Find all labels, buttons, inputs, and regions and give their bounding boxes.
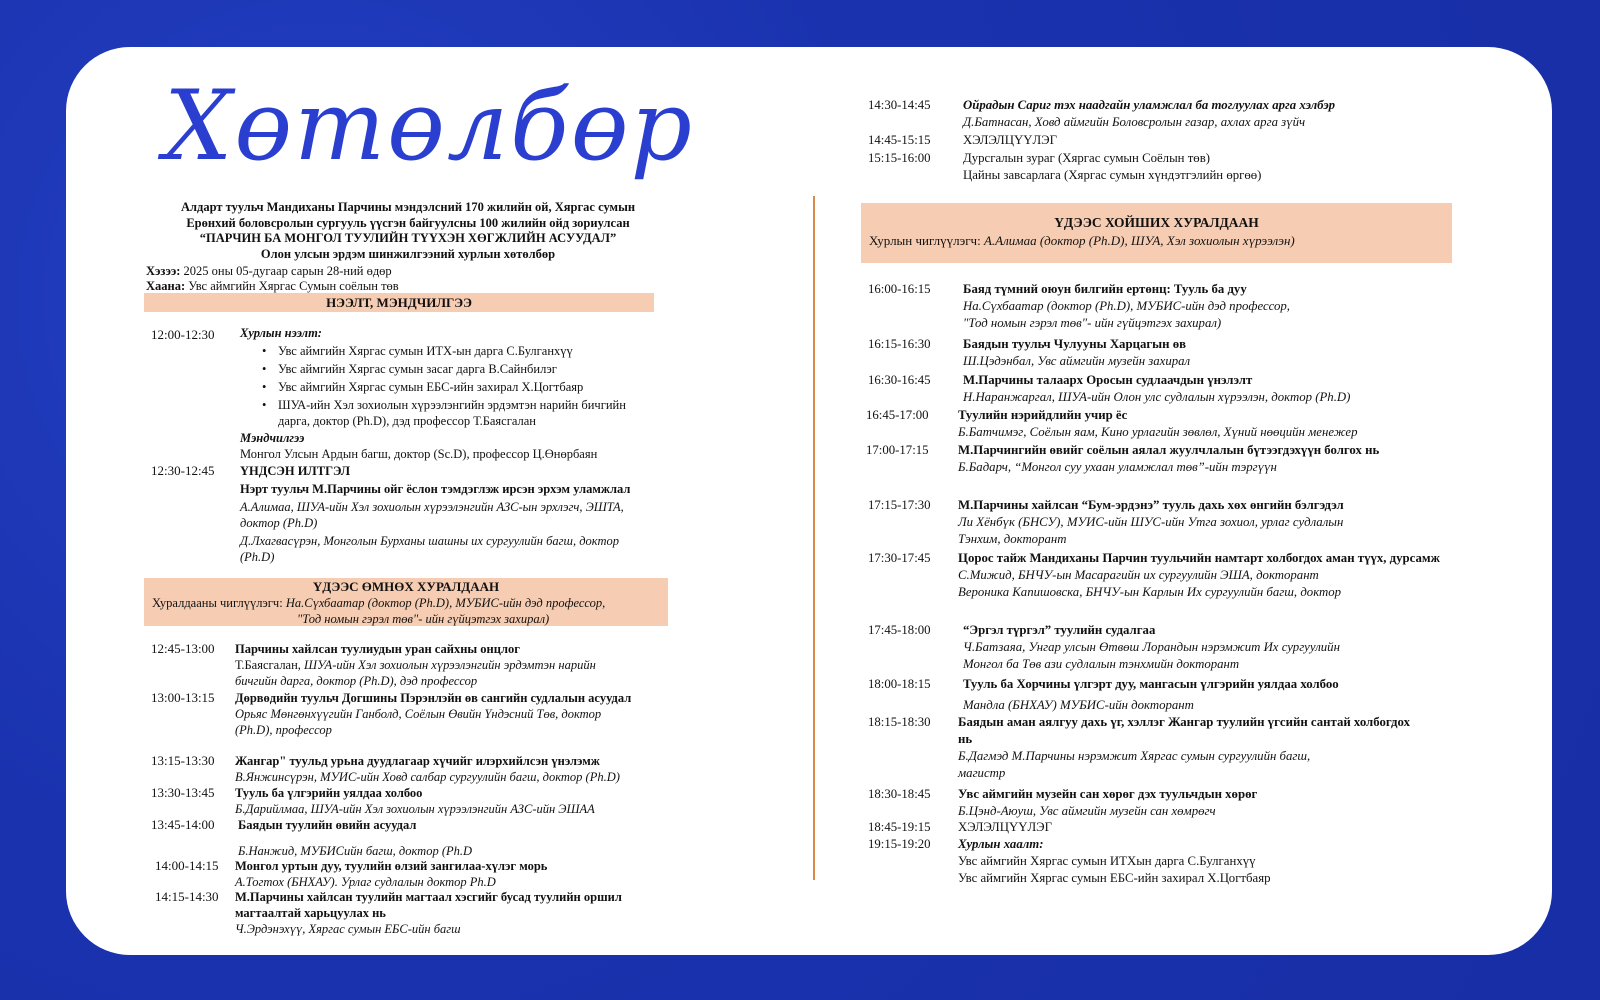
session-title: “Эргэл түргэл” туулийн судалгаа: [963, 623, 1156, 637]
session-author: Б.Цэнд-Аюуш, Увс аймгийн музейн сан хөмрөгч: [958, 804, 1216, 818]
conference-header: [140, 200, 676, 262]
session-author: Б.Дагмэд М.Парчины нэрэмжит Хяргас сумын сургуулийн багш,: [958, 749, 1311, 763]
session-title: М.Парчины хайлсан туулийн магтаал хэсгийг бусад туулийн оршил магтаалтай харьцуулах нь: [235, 890, 622, 920]
greeting-text: Монгол Улсын Ардын багш, доктор (Sc.D), профессор Ц.Өнөрбаян: [240, 447, 598, 461]
session-title: ХЭЛЭЛЦҮҮЛЭГ: [958, 820, 1052, 834]
opening-bullet: • ШУА-ийн Хэл зохиолын хүрээлэнгийн эрдэмтэн нарийн бичгийн дарга, доктор (Ph.D), дэд профессор Т.Баясгалан: [260, 397, 640, 429]
where-line: [146, 279, 399, 294]
session-item: [235, 753, 675, 785]
afternoon-chair-text: А.Алимаа (доктор (Ph.D), ШУА, Хэл зохиолын хүрээлэн): [983, 233, 1295, 248]
session-author-2: Вероника Капишовска, БНЧУ-ын Карлын Их сургуулийн багш, доктор: [958, 585, 1342, 599]
session-time: 14:00-14:15: [155, 858, 219, 873]
session-title: Баяд түмний оюун билгийн ертөнц: Тууль ба дуу: [963, 282, 1247, 296]
opening-heading: Хурлын нээлт:: [240, 326, 322, 340]
morning-chair-label: Хуралдааны чиглүүлэгч:: [152, 596, 283, 610]
session-time: 17:00-17:15: [866, 443, 929, 457]
session-affiliation-2: бичгийн дарга, доктор (Ph.D), дэд профессор: [235, 674, 478, 688]
afternoon-band: [861, 203, 1452, 263]
morning-band: [144, 578, 668, 626]
session-author: Б.Бадарч, “Монгол суу ухаан уламжлал төв”-ийн тэргүүн: [958, 460, 1277, 474]
session-item: [235, 858, 660, 890]
session-author: Ч.Эрдэнэхүү, Хяргас сумын ЕБС-ийн багш: [235, 922, 461, 936]
session-time: 13:30-13:45: [151, 785, 215, 800]
session-time: 18:30-18:45: [868, 787, 931, 801]
session-time: 18:15-18:30: [868, 715, 931, 729]
session-item: [235, 785, 660, 817]
opening-band-title: НЭЭЛТ, МЭНДЧИЛГЭЭ: [326, 295, 472, 310]
program-title: Хөтөлбөр: [164, 70, 694, 182]
header-line-4: Олон улсын эрдэм шинжилгээний хурлын хөтөлбөр: [260, 246, 556, 261]
session-item: [238, 817, 663, 859]
keynote-author-1: А.Алимаа, ШУА-ийн Хэл зохиолын хүрээлэнгийн АЗС-ын эрхлэгч, ЭШТА, доктор (Ph.D): [240, 500, 624, 530]
session-time: 14:30-14:45: [868, 98, 931, 112]
morning-chair-line2: "Тод номын гэрэл төв"- ийн гүйцэтгэх захирал): [297, 612, 550, 626]
keynote-author-2: Д.Лхагвасүрэн, Монголын Бурханы шашны их сургуулийн багш, доктор (Ph.D): [240, 534, 619, 564]
session-time: 14:15-14:30: [155, 889, 219, 904]
session-item: [963, 372, 1443, 406]
session-title-2: Цайны завсарлага (Хяргас сумын хүндэтгэлийн өргөө): [963, 168, 1262, 182]
closing-line-2: Увс аймгийн Хяргас сумын ЕБС-ийн захирал Х.Цогтбаяр: [958, 871, 1271, 885]
session-time: 19:15-19:20: [868, 837, 931, 851]
opening-band: [144, 293, 654, 312]
session-author-2: "Тод номын гэрэл төв"- ийн гүйцэтгэх захирал): [963, 316, 1222, 330]
header-line-3: “ПАРЧИН БА МОНГОЛ ТУУЛИЙН ТҮҮХЭН ХӨГЖЛИЙН АСУУДАЛ”: [199, 231, 617, 246]
session-time: 14:45-15:15: [868, 133, 931, 147]
session-affiliation-2: (Ph.D), профессор: [235, 723, 332, 737]
session-time: 16:30-16:45: [868, 373, 931, 387]
session-title: Дурсгалын зураг (Хяргас сумын Соёлын төв): [963, 151, 1211, 165]
session-time: 13:00-13:15: [151, 690, 215, 705]
session-author: Мандла (БНХАУ) МУБИС-ийн докторант: [963, 698, 1194, 712]
session-author: Орьяс Мөнгөнхүүгийн Ганболд, Соёлын Өвийн Үндэсний Төв, доктор: [235, 707, 602, 721]
session-title: Туулийн нэрийдлийн учир ёс: [958, 408, 1128, 422]
session-author-2: Тэнхим, докторант: [958, 532, 1067, 546]
greeting-label: Мэндчилгээ: [240, 431, 305, 445]
session-item: [235, 690, 660, 738]
session-time: 17:30-17:45: [868, 551, 931, 565]
session-time: 16:00-16:15: [868, 282, 931, 296]
opening-bullet: • Увс аймгийн Хяргас сумын ЕБС-ийн захирал Х.Цогтбаяр: [260, 379, 660, 395]
keynote-title: Нэрт туульч М.Парчины ойг ёслон тэмдэглэж ирсэн эрхэм уламжлал: [240, 482, 631, 496]
session-item: [963, 150, 1463, 184]
session-author: Ли Хёнбүк (БНСУ), МУИС-ийн ШУС-ийн Утга зохиол, урлаг судлалын: [958, 515, 1344, 529]
where-value: Увс аймгийн Хяргас Сумын соёлын төв: [188, 279, 399, 293]
session-author: Н.Наранжаргал, ШУА-ийн Олон улс судлалын хүрээлэн, доктор (Ph.D): [963, 390, 1351, 404]
session-title: Ойрадын Сариг тэх наадгайн уламжлал ба тоглуулах арга хэлбэр: [963, 98, 1336, 112]
session-item: [963, 281, 1443, 332]
session-item: [963, 97, 1463, 131]
session-item: [963, 676, 1453, 714]
session-author: Т.Баясгалан,: [235, 658, 305, 672]
afternoon-chair: [861, 233, 1452, 249]
opening-bullet: • Увс аймгийн Хяргас сумын засаг дарга В.Сайнбилэг: [260, 361, 660, 377]
session-item: [958, 497, 1448, 548]
column-divider: [813, 196, 815, 880]
session-title: Монгол уртын дуу, туулийн өлзий зангилаа-хүлэг морь: [235, 859, 548, 873]
session-time: 13:45-14:00: [151, 817, 215, 832]
opening-section: [240, 325, 660, 462]
session-title: Тууль ба үлгэрийн уялдаа холбоо: [235, 786, 423, 800]
closing-line-1: Увс аймгийн Хяргас сумын ИТХын дарга С.Булганхүү: [958, 854, 1256, 868]
session-time: 17:45-18:00: [868, 623, 931, 637]
when-line: [146, 264, 392, 279]
session-time: 17:15-17:30: [868, 498, 931, 512]
session-time: 12:45-13:00: [151, 641, 215, 656]
session-time: 13:15-13:30: [151, 753, 215, 768]
session-time: 18:45-19:15: [868, 820, 931, 834]
session-item: [958, 407, 1448, 441]
header-line-1: Алдарт туульч Мандиханы Парчины мэндэлсний 170 жилийн ой, Хяргас сумын: [180, 200, 636, 214]
session-title: Хурлын хаалт:: [958, 837, 1044, 851]
keynote-section: [240, 463, 650, 565]
morning-chair: [144, 595, 668, 627]
afternoon-band-title: ҮДЭЭС ХОЙШИХ ХУРАЛДААН: [1054, 215, 1259, 230]
session-item: [958, 714, 1423, 782]
session-title: Цорос тайж Мандиханы Парчин туульчийн намтарт холбогдох аман түүх, дурсамж: [958, 551, 1440, 565]
opening-bullet: • Увс аймгийн Хяргас сумын ИТХ-ын дарга С.Булганхүү: [260, 343, 660, 359]
session-item: [958, 442, 1448, 476]
session-item: [958, 836, 1448, 887]
session-title: Парчины хайлсан туулиудын уран сайхны онцлог: [235, 642, 520, 656]
session-author-2: Монгол ба Төв ази судлалын тэнхмийн докторант: [963, 657, 1240, 671]
when-value: 2025 оны 05-дугаар сарын 28-ний өдөр: [183, 264, 392, 278]
session-author: Д.Батнасан, Ховд аймгийн Боловсролын газар, ахлах арга зүйч: [963, 115, 1306, 129]
session-item: [958, 786, 1448, 820]
morning-band-title: ҮДЭЭС ӨМНӨХ ХУРАЛДААН: [312, 579, 500, 594]
session-title: М.Парчингийн өвийг соёлын аялал жуулчлалын бүтээгдэхүүн болгох нь: [958, 443, 1380, 457]
where-label: Хаана:: [146, 279, 186, 293]
opening-list: [260, 343, 660, 429]
when-label: Хэзээ:: [146, 264, 181, 278]
session-author: Ч.Батзаяа, Унгар улсын Өтвөш Лорандын нэрэмжит Их сургуулийн: [963, 640, 1340, 654]
session-author: С.Мижид, БНЧУ-ын Масарагийн их сургуулийн ЭША, докторант: [958, 568, 1319, 582]
session-author: Б.Батчимэг, Соёлын яам, Кино урлагийн зөвлөл, Хүний нөөцийн менежер: [958, 425, 1358, 439]
session-affiliation: ШУА-ийн Хэл зохиолын хүрээлэнгийн эрдэмтэн нарийн: [304, 658, 596, 672]
session-author: На.Сүхбаатар (доктор (Ph.D), МУБИС-ийн дэд профессор,: [963, 299, 1291, 313]
session-author: В.Янжинсүрэн, МУИС-ийн Ховд салбар сургуулийн багш, доктор (Ph.D): [235, 770, 620, 784]
session-item: [963, 622, 1453, 673]
session-title: Жангар" туульд урьна дуудлагаар хүчийг илэрхийлсэн үнэлэмж: [235, 754, 600, 768]
session-item: [958, 550, 1453, 601]
header-line-2: Ерөнхий боловсролын сургууль үүсгэн байгуулсны 100 жилийн ойд зориулсан: [186, 215, 630, 230]
session-author: А.Тогтох (БНХАУ). Урлаг судлалын доктор Ph.D: [235, 875, 496, 889]
session-author-2: магистр: [958, 766, 1006, 780]
session-author: Б.Дарийлмаа, ШУА-ийн Хэл зохиолын хүрээлэнгийн АЗС-ийн ЭШАА: [235, 802, 595, 816]
session-item: [963, 336, 1443, 370]
session-title: Увс аймгийн музейн сан хөрөг дэх туульчдын хөрөг: [958, 787, 1258, 801]
session-title: М.Парчины талаарх Оросын судлаачдын үнэлэлт: [963, 373, 1253, 387]
session-time: 16:45-17:00: [866, 408, 929, 422]
afternoon-chair-label: Хурлын чиглүүлэгч:: [869, 233, 981, 248]
session-item: [235, 889, 635, 937]
session-title: Дөрвөдийн туульч Догшины Пэрэнлэйн өв сангийн судлалын асуудал: [235, 691, 632, 705]
session-title: М.Парчины хайлсан “Бум-эрдэнэ” тууль дахь хөх өнгийн бэлгэдэл: [958, 498, 1344, 512]
session-item: [235, 641, 660, 689]
session-author: Ш.Цэдэнбал, Увс аймгийн музейн захирал: [963, 354, 1191, 368]
keynote-label: ҮНДСЭН ИЛТГЭЛ: [240, 464, 351, 478]
session-author: Б.Нанжид, МУБИСийн багш, доктор (Ph.D: [238, 844, 473, 858]
session-title: Тууль ба Хорчины үлгэрт дуу, мангасын үлгэрийн уялдаа холбоо: [963, 677, 1339, 691]
session-time: 15:15-16:00: [868, 151, 931, 165]
morning-chair-line1: На.Сүхбаатар (доктор (Ph.D), МУБИС-ийн дэд профессор,: [285, 596, 606, 610]
session-title: Баядын туулийн өвийн асуудал: [238, 818, 417, 832]
opening-time: 12:00-12:30: [151, 327, 215, 342]
session-title: ХЭЛЭЛЦҮҮЛЭГ: [963, 133, 1057, 147]
session-time: 16:15-16:30: [868, 337, 931, 351]
session-title: Баядын аман аялгуу дахь үг, хэллэг Жангар туулийн үгсийн сантай холбогдох нь: [958, 715, 1410, 746]
keynote-time: 12:30-12:45: [151, 463, 215, 478]
session-title: Баядын туульч Чулууны Харцагын өв: [963, 337, 1187, 351]
session-time: 18:00-18:15: [868, 677, 931, 691]
